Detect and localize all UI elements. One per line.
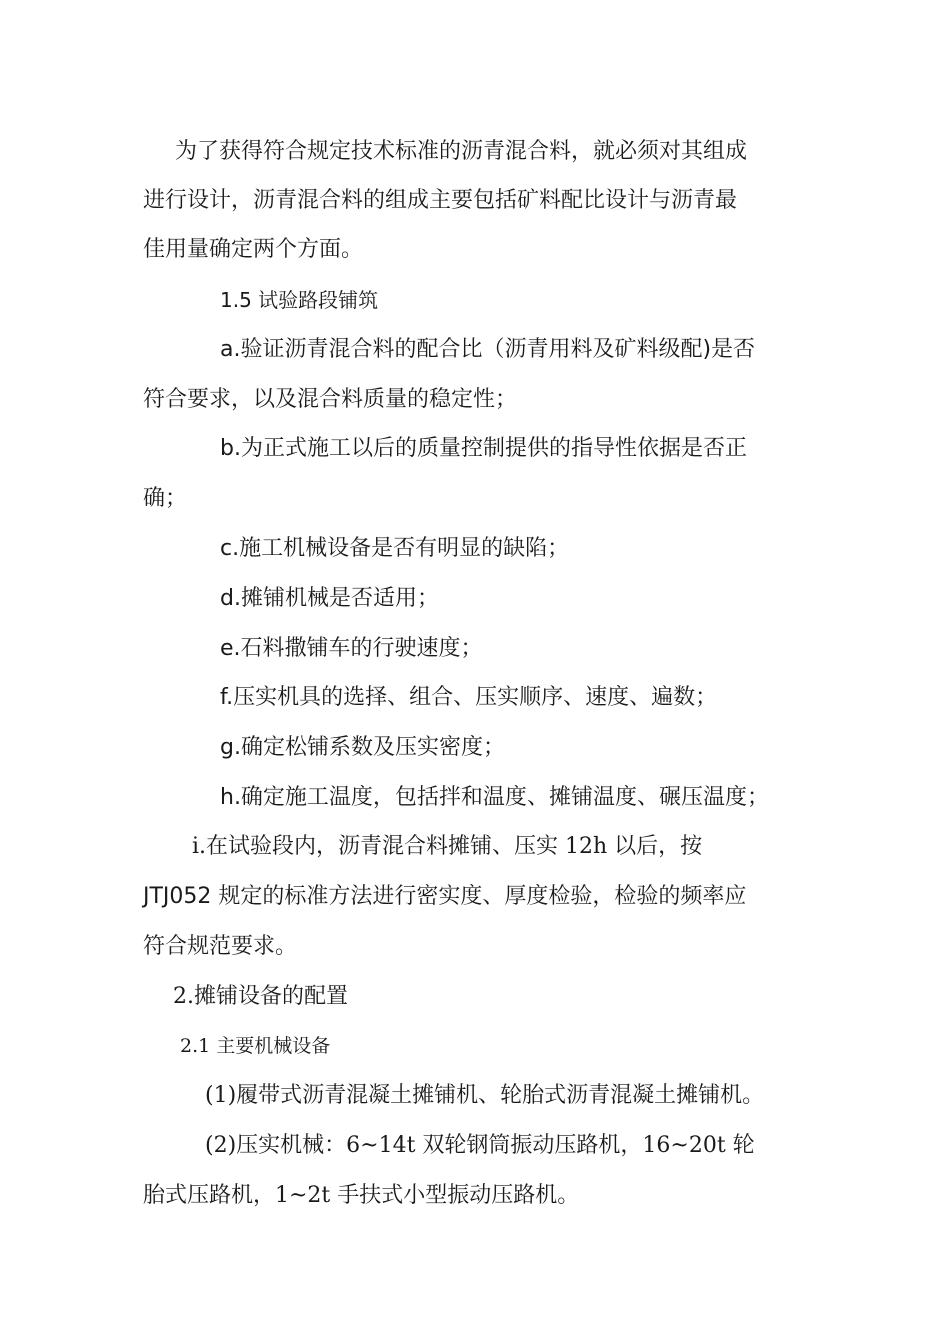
item-e: e.石料撒铺车的行驶速度； (220, 636, 483, 661)
item-d: d.摊铺机械是否适用； (220, 586, 439, 611)
section-1-5-heading: 1.5 试验路段铺筑 (220, 288, 379, 312)
section-2-1-heading: 2.1 主要机械设备 (180, 1035, 331, 1057)
item-b-line-2: 确； (143, 486, 188, 511)
item-a-line-1: a.验证沥青混合料的配合比（沥青用料及矿料级配)是否 (220, 337, 756, 362)
item-i-line-2: JTJ052 规定的标准方法进行密实度、厚度检验，检验的频率应 (143, 884, 747, 909)
intro-line-1: 为了获得符合规定技术标准的沥青混合料，就必须对其组成 (175, 139, 748, 164)
equipment-item-2-line-1: (2)压实机械：6~14t 双轮钢筒振动压路机，16~20t 轮 (205, 1133, 755, 1158)
item-f: f.压实机具的选择、组合、压实顺序、速度、遍数； (220, 685, 718, 710)
intro-line-3: 佳用量确定两个方面。 (143, 237, 364, 262)
section-2-heading: 2.摊铺设备的配置 (173, 984, 348, 1009)
item-g: g.确定松铺系数及压实密度； (220, 735, 505, 760)
item-b-line-1: b.为正式施工以后的质量控制提供的指导性依据是否正 (220, 436, 747, 461)
intro-line-2: 进行设计，沥青混合料的组成主要包括矿料配比设计与沥青最 (143, 188, 738, 213)
item-c: c.施工机械设备是否有明显的缺陷； (220, 536, 570, 561)
equipment-item-1: (1)履带式沥青混凝土摊铺机、轮胎式沥青混凝土摊铺机。 (205, 1083, 765, 1108)
item-h: h.确定施工温度，包括拌和温度、摊铺温度、碾压温度； (220, 785, 769, 810)
item-a-line-2: 符合要求，以及混合料质量的稳定性； (143, 387, 518, 412)
item-i-line-1: i.在试验段内，沥青混合料摊铺、压实 12h 以后，按 (192, 834, 703, 859)
item-i-line-3: 符合规范要求。 (143, 934, 298, 959)
equipment-item-2-line-2: 胎式压路机，1~2t 手扶式小型振动压路机。 (143, 1183, 580, 1208)
